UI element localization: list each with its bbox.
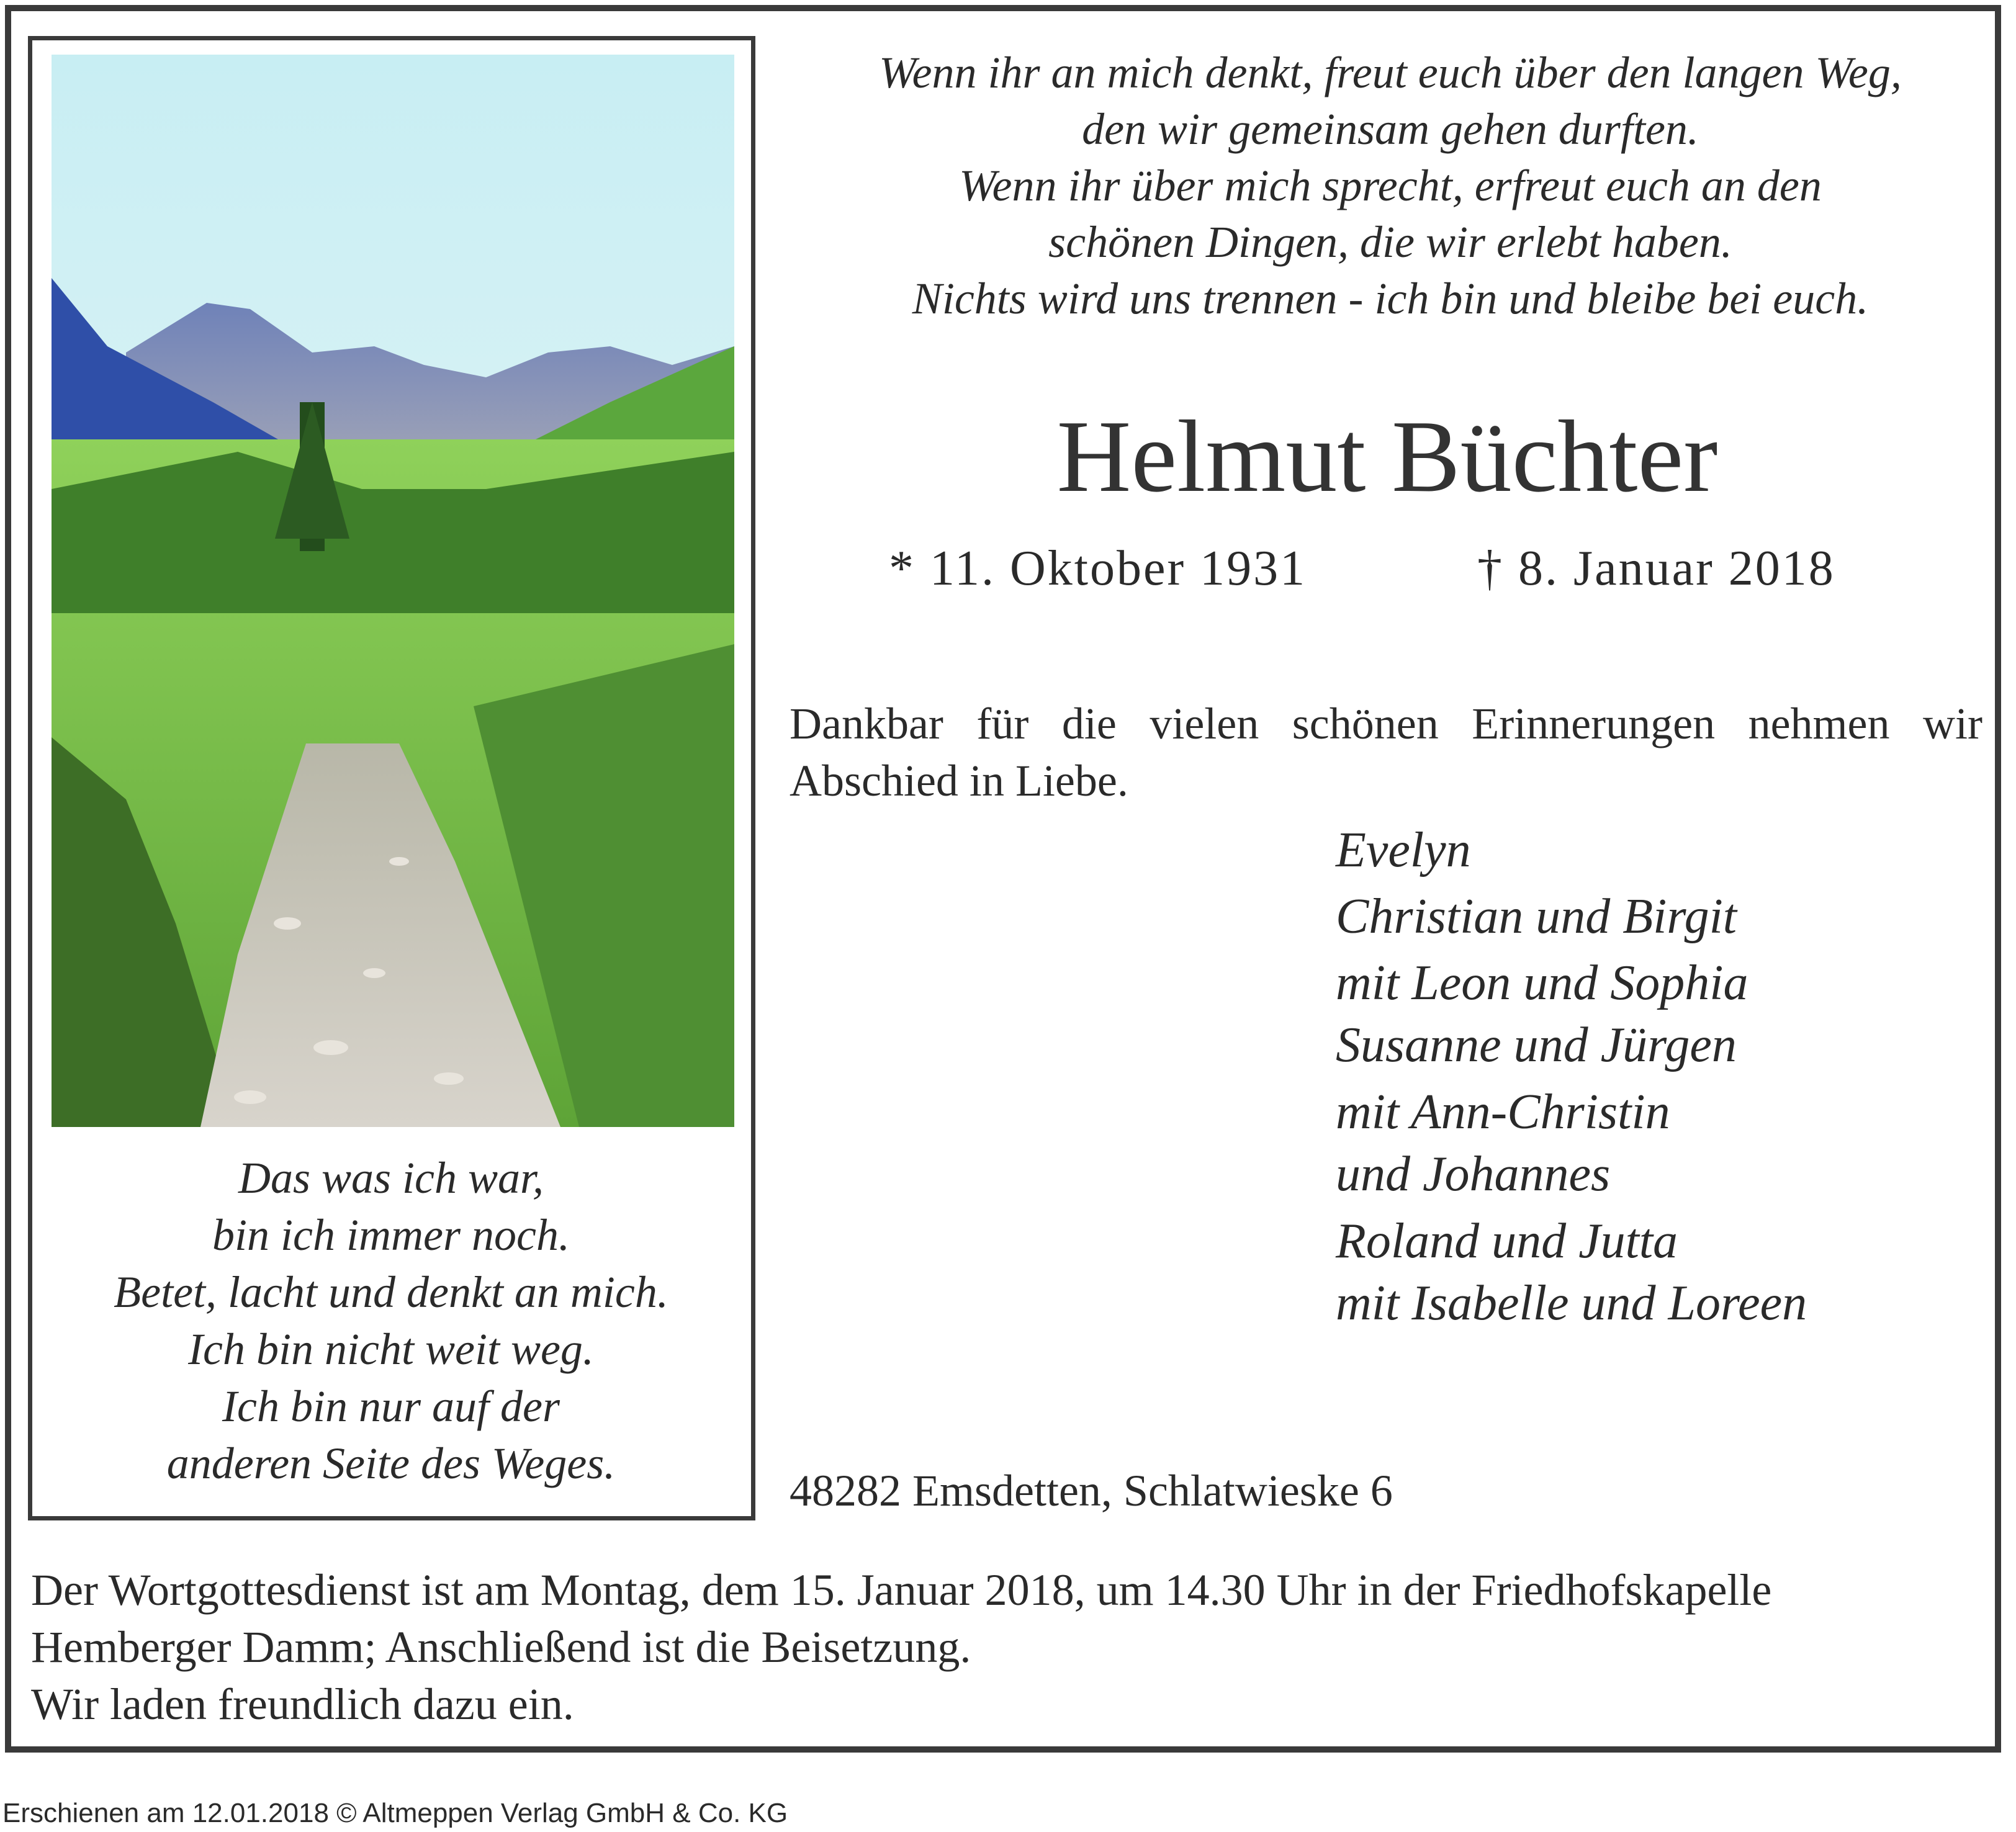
poem-line: schönen Dingen, die wir erlebt haben. <box>1048 217 1732 267</box>
birth-date: * 11. Oktober 1931 <box>889 541 1307 596</box>
poem-line: Ich bin nicht weit weg. <box>188 1324 594 1374</box>
family-line: mit Ann-Christin <box>1336 1085 1670 1139</box>
publication-footer: Erschienen am 12.01.2018 © Altmeppen Verlag GmbH & Co. KG <box>2 1798 788 1828</box>
left-poem <box>43 1149 739 1492</box>
poem-line: Nichts wird uns trennen - ich bin und bleibe bei euch. <box>912 274 1869 323</box>
poem-line: den wir gemeinsam gehen durften. <box>1082 104 1699 154</box>
top-poem <box>776 45 2005 327</box>
family-line: Susanne und Jürgen <box>1336 1018 1737 1072</box>
death-date: † 8. Januar 2018 <box>1477 541 1835 596</box>
family-line: mit Isabelle und Loreen <box>1336 1276 1807 1331</box>
family-line: Roland und Jutta <box>1336 1214 1678 1268</box>
service-line: Hemberger Damm; Anschließend ist die Beisetzung. <box>31 1622 971 1672</box>
thanks-text: Dankbar für die vielen schönen Erinnerungen nehmen wir Abschied in Liebe. <box>790 699 1982 806</box>
service-line: Wir laden freundlich dazu ein. <box>31 1679 574 1729</box>
poem-line: Das was ich war, <box>238 1153 544 1203</box>
poem-line: Ich bin nur auf der <box>222 1381 560 1431</box>
poem-line: Wenn ihr an mich denkt, freut euch über den langen Weg, <box>879 48 1902 97</box>
family-line: mit Leon und Sophia <box>1336 956 1748 1010</box>
family-line: Christian und Birgit <box>1336 889 1737 944</box>
poem-line: anderen Seite des Weges. <box>166 1439 616 1488</box>
poem-line: bin ich immer noch. <box>212 1210 570 1260</box>
service-line: Der Wortgottesdienst ist am Montag, dem 15. Januar 2018, um 14.30 Uhr in der Friedhofskapelle <box>31 1565 1772 1615</box>
address: 48282 Emsdetten, Schlatwieske 6 <box>790 1466 1393 1515</box>
deceased-name: Helmut Büchter <box>1056 399 1718 513</box>
poem-line: Betet, lacht und denkt an mich. <box>114 1267 668 1317</box>
family-line: und Johannes <box>1336 1147 1611 1201</box>
service-info <box>31 1561 1986 1733</box>
poem-line: Wenn ihr über mich sprecht, erfreut euch an den <box>959 161 1822 210</box>
mountain-path-photo <box>52 55 734 1127</box>
family-line: Evelyn <box>1336 823 1471 878</box>
